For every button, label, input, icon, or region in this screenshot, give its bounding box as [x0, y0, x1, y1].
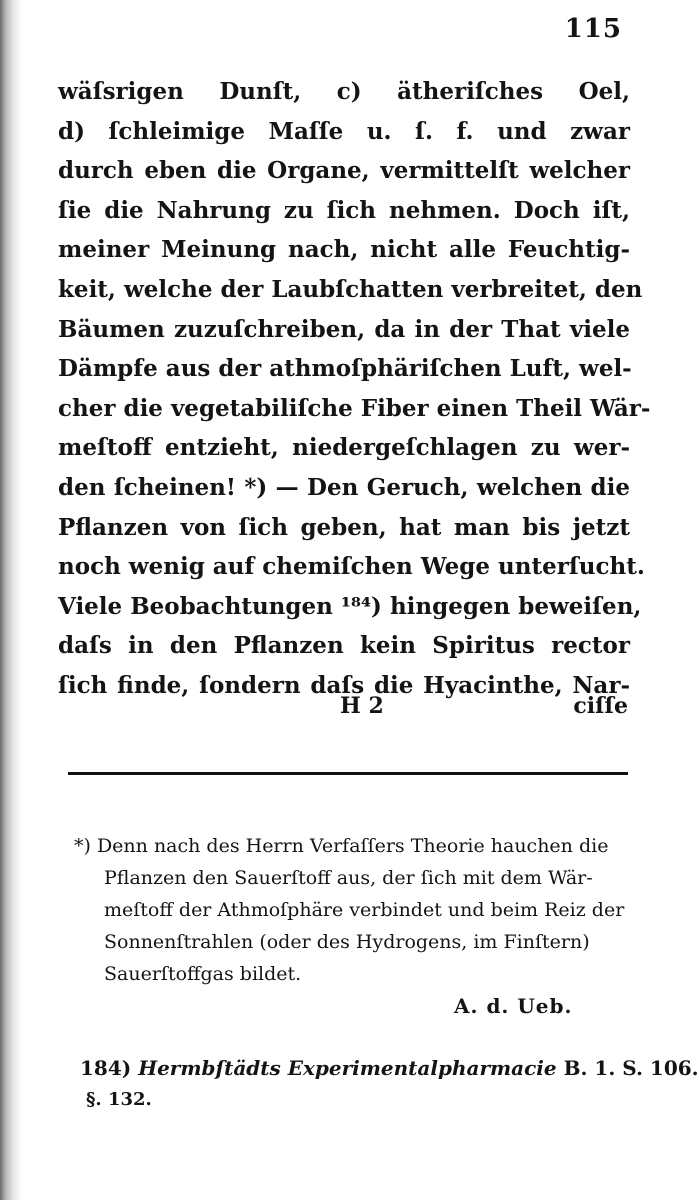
signature-row: [58, 688, 630, 724]
reference-citation: B. 1. S. 106.: [563, 1056, 699, 1080]
footnote-line: Sonnenſtrahlen (oder des Hydrogens, im Finſtern): [104, 931, 590, 953]
footnote-line: *) Denn nach des Herrn Verfaſſers Theorie hauchen die: [74, 835, 609, 857]
body-text: [58, 72, 651, 706]
body-line: d) ſchleimige Maſſe u. ſ. f. und zwar: [58, 117, 630, 145]
catchword: ciſſe: [573, 693, 628, 719]
body-line: daſs in den Pflanzen kein Spiritus rector: [58, 632, 630, 660]
footnote-line: Pflanzen den Sauerſtoff aus, der ſich mit dem Wär-: [104, 867, 593, 889]
body-line: keit, welche der Laubſchatten verbreitet, den: [58, 275, 643, 303]
footnote-line: Sauerſtoffgas bildet.: [104, 963, 302, 985]
body-line: den ſcheinen! *) — Den Geruch, welchen die: [58, 473, 630, 501]
body-line: wäſsrigen Dunſt, c) ätheriſches Oel,: [58, 78, 630, 105]
body-line: durch eben die Organe, vermittelſt welcher: [58, 157, 630, 185]
body-line: meſtoff entzieht, niedergeſchlagen zu wer-: [58, 434, 630, 462]
footnote-reference: [80, 1052, 699, 1116]
body-line: cher die vegetabiliſche Fiber einen Theil Wär-: [58, 394, 651, 422]
reference-line: [80, 1052, 699, 1084]
footnote-translator: [74, 830, 634, 990]
body-line: noch wenig auf chemiſchen Wege unterſucht.: [58, 553, 645, 581]
footnote-line: meſtoff der Athmoſphäre verbindet und beim Reiz der: [104, 899, 625, 921]
body-line: Pflanzen von ſich geben, hat man bis jetzt: [58, 513, 630, 541]
reference-work-title: Hermbſtädts Experimentalpharmacie: [138, 1056, 557, 1080]
page-binding-edge: [0, 0, 22, 1200]
body-line: Dämpfe aus der athmoſphäriſchen Luft, wel-: [58, 355, 632, 383]
signature-mark: H 2: [340, 693, 384, 719]
body-line: ſie die Nahrung zu ſich nehmen. Doch iſt,: [58, 196, 630, 224]
footnote-divider: [68, 772, 628, 775]
footnote-attribution: A. d. Ueb.: [454, 994, 573, 1018]
reference-section: §. 132.: [86, 1089, 152, 1110]
body-line: ſich finde, ſondern daſs die Hyacinthe, Nar-: [58, 671, 630, 699]
body-line: meiner Meinung nach, nicht alle Feuchtig-: [58, 236, 630, 264]
page-number: 115: [564, 14, 622, 44]
body-line: Viele Beobachtungen ¹⁸⁴) hingegen beweiſen,: [58, 592, 642, 620]
body-line: Bäumen zuzuſchreiben, da in der That viele: [58, 315, 630, 343]
reference-marker: 184): [80, 1056, 132, 1080]
